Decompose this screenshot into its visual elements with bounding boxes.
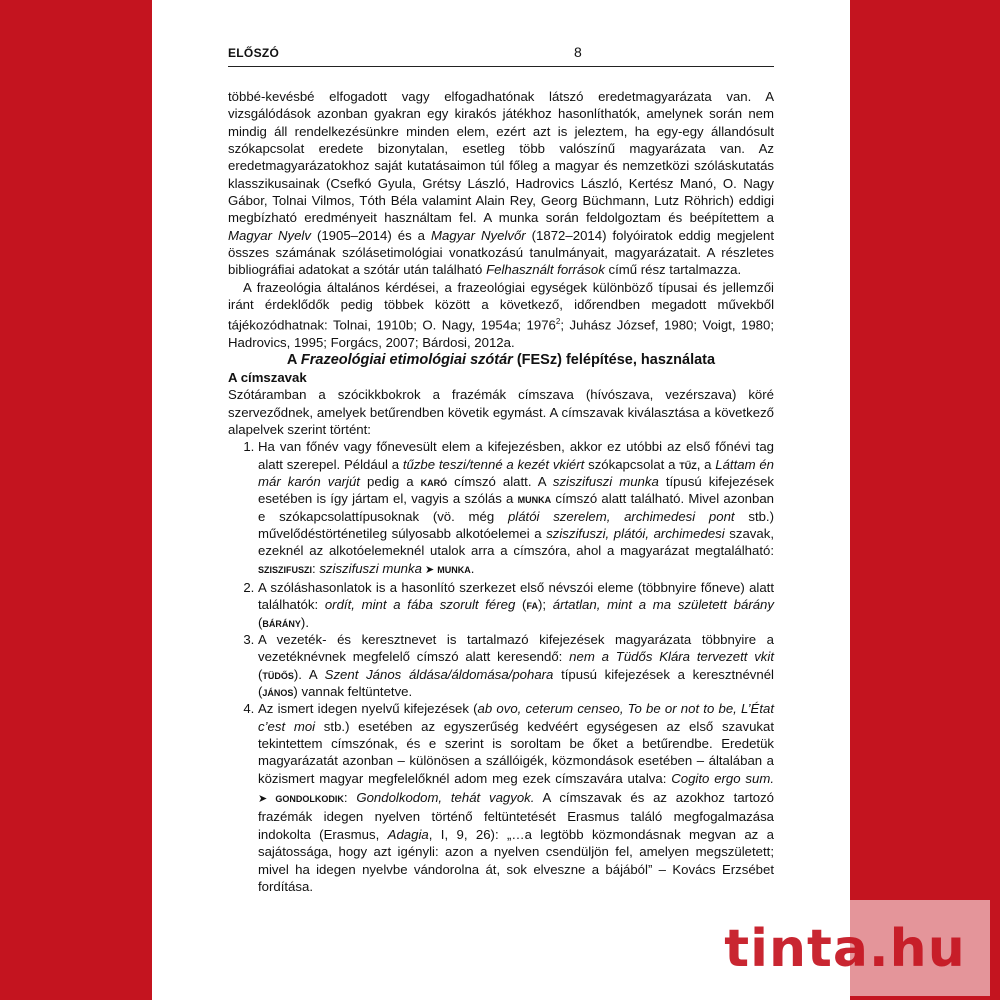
running-header <box>228 44 774 64</box>
watermark-text: tinta.hu <box>724 919 966 979</box>
list-item: 2. A szóláshasonlatok is a hasonlító szerkezet első névszói eleme (többnyire főneve) alatt találhatók: ordít, mint a fába szorult féreg (fa); ártatlan, mint a ma született bárány (bárány). <box>258 579 774 631</box>
section-title: A Frazeológiai etimológiai szótár (FESz) felépítése, használata <box>286 351 716 368</box>
subheading: A címszavak <box>228 369 307 385</box>
paragraph: többé-kevésbé elfogadott vagy elfogadhatónak látszó eredetmagyarázata van. A vizsgálódások azonban gyakran egy kirakós játékhoz hasonlíthatók, amelynek során nem mindig áll rendelkezésünkre minden elem, ezért azt is jeleztem, ha egy-egy állandósult szókapcsolat eredete bizonytalan, esetleg több valószínű magyarázata van. Az eredetmagyarázatokhoz saját kutatásaimon túl főleg a magyar és nemzetközi szóláskutatás klasszikusainak (Csefkó Gyula, Grétsy László, Hadrovics László, Kertész Manó, O. Nagy Gábor, Tolnai Vilmos, Tóth Béla valamint Alain Rey, Georg Büchmann, Lutz Röhrich) eddigi megbízható eredményeit használtam fel. A munka során feldolgoztam és beépítettem a Magyar Nyelv (1905–2014) és a Magyar Nyelvőr (1872–2014) folyóiratok eddig megjelent összes számának szólásetimológiai vonatkozású tanulmányait, magyarázatait. A részletes bibliográfiai adatokat a szótár után található Felhasznált források című rész tartalmazza. <box>228 89 774 278</box>
list-item: 3. A vezeték- és keresztnevet is tartalmazó kifejezések magyarázata többnyire a vezetéknévnek megfelelő címszó alatt keresendő: nem a Tüdős Klára tervezett vkit (tüdős). A Szent János áldása/áldomása/pohara típusú kifejezések a keresztnévnél (jános) vannak feltüntetve. <box>258 631 774 700</box>
list-item: 4. Az ismert idegen nyelvű kifejezések (ab ovo, ceterum censeo, To be or not to be, L’État c’est moi stb.) esetében az egyszerűség kedvéért egységesen az első szavukat tekintettem címszónak, és e szerint is soroltam be őket a betűrendbe. Eredetük magyarázatát azonban – különösen a szállóigék, közmondások esetében – általában a közismert magyar megfelelőknél adom meg ezek címszavára utalva: Cogito ergo sum. ➤ gondolkodik: Gondolkodom, tehát vagyok. A címszavak és az azokhoz tartozó frazémák idegen nyelven történő feltüntetését Erasmus találó megfogalmazása indokolta (Erasmus, Adagia, I, 9, 26): „…a legtöbb közmondásnak megvan az a sajátossága, hogy azt igényli: azon a nyelven csendüljön fel, amelyen megszületett; mivel ha idegen nyelvbe vándorolna át, sok elveszne a bájából” – Kovács Erzsébet fordítása. <box>258 700 774 895</box>
document-page <box>152 0 850 1000</box>
list-item: 1. Ha van főnév vagy főnevesült elem a kifejezésben, akkor ez utóbbi az első főnévi tag alatt szerepel. Például a tűzbe teszi/tenné a kezét vkiért szókapcsolat a tűz, a Láttam én már karón varjút pedig a karó címszó alatt. A sziszifuszi munka típusú kifejezések esetében is így jártam el, vagyis a szólás a munka címszó alatt található. Mivel azonban e szókapcsolattípusoknak (vö. még plátói szerelem, archimedesi pont stb.) művelődéstörténetileg súlyosabb alkotóelemei a sziszifuszi, plátói, archimedesi szavak, ezeknél az alkotóelemeknél utalok arra a címszóra, ahol a magyarázat megtalálható: sziszifuszi: sziszifuszi munka ➤ munka. <box>258 438 774 579</box>
arrow-icon: ➤ <box>421 563 438 576</box>
arrow-icon: ➤ <box>258 793 276 806</box>
paragraph: A frazeológia általános kérdései, a frazeológiai egységek különböző típusai és jellemzői iránt érdeklődők pedig többek között a következő, időrendben megadott művekből tájékozódhatnak: Tolnai, 1910b; O. Nagy, 1954a; 1976$^2$; Juhász József, 1980; Voigt, 1980; Hadrovics, 1995; Forgács, 2007; Bárdosi, 2012a. <box>228 279 774 351</box>
paragraph: Szótáramban a szócikkbokrok a frazémák címszava (hívószava, vezérszava) köré szerveződnek, amelyek betűrendben követik egymást. A címszavak kiválasztása a következő alapelvek szerint történt: <box>228 387 774 437</box>
page-number: 8 <box>574 44 582 60</box>
principles-list <box>228 438 774 895</box>
body-text <box>228 88 774 895</box>
chapter-title: ELŐSZÓ <box>228 46 280 60</box>
watermark-logo <box>700 906 990 992</box>
header-rule <box>228 66 774 67</box>
